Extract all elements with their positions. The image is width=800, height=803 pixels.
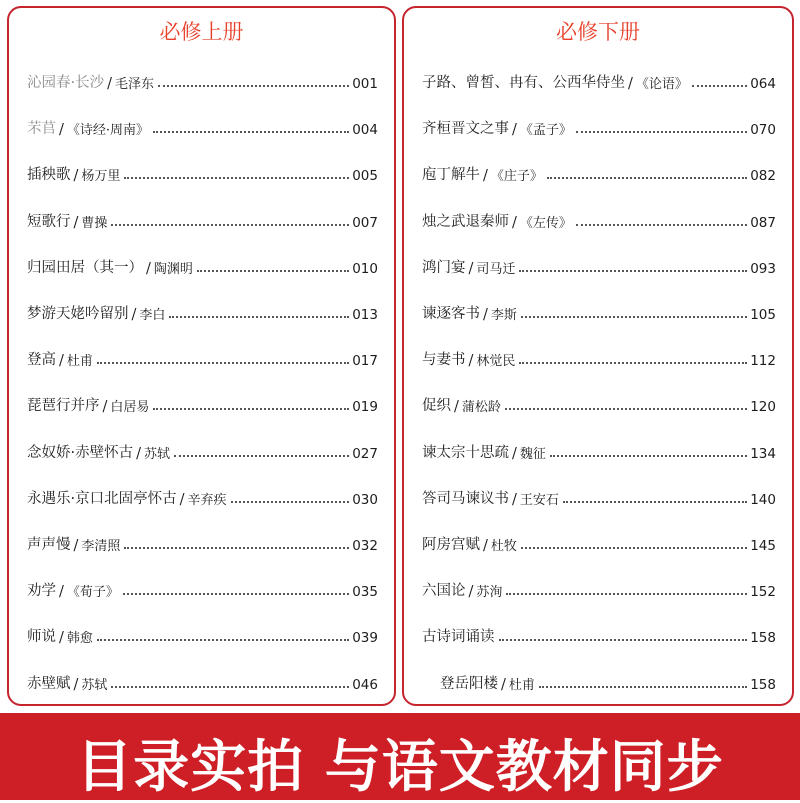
toc-entry-title: 齐桓晋文之事 (422, 121, 509, 138)
toc-entry-page: 039 (352, 630, 378, 647)
dot-leader (231, 501, 350, 503)
dot-leader (547, 177, 747, 179)
dot-leader (576, 131, 747, 133)
toc-entry-page: 004 (352, 122, 378, 139)
toc-separator: / (483, 538, 488, 554)
dot-leader (111, 224, 349, 226)
toc-separator: / (454, 399, 459, 416)
toc-entry-author: 曹操 (81, 215, 108, 231)
toc-entry-title: 师说 (27, 629, 56, 646)
toc-entry-title: 烛之武退秦师 (422, 213, 509, 230)
toc-entry-page: 112 (750, 353, 776, 370)
toc-entry-author: 苏轼 (144, 446, 171, 462)
toc-entry-title: 沁园春·长沙 (27, 75, 105, 91)
toc-entry-page: 140 (750, 491, 776, 508)
toc-separator: / (512, 491, 517, 508)
dot-leader (519, 362, 747, 364)
toc-entry-author: 司马迁 (476, 261, 516, 277)
toc-entry-title: 芣苢 (27, 121, 56, 138)
toc-entry (422, 299, 776, 323)
toc-entry-author: 林觉民 (476, 354, 516, 370)
toc-entry (27, 160, 378, 184)
toc-entry (422, 160, 776, 184)
toc-entry-author: 《庄子》 (490, 169, 543, 185)
toc-separator: / (102, 399, 108, 416)
toc-separator: / (512, 122, 517, 139)
toc-entry (27, 207, 378, 231)
toc-entry (27, 253, 378, 277)
toc-entry-author: 杜牧 (490, 539, 517, 554)
toc-separator: / (131, 307, 137, 323)
toc-entry-page: 093 (750, 260, 776, 277)
toc-entry-title: 鸿门宴 (422, 259, 466, 276)
toc-entry-title: 古诗词诵读 (422, 629, 495, 646)
dot-leader (521, 547, 747, 549)
dot-leader (197, 270, 349, 272)
toc-entry (27, 114, 378, 138)
dot-leader (153, 408, 349, 410)
toc-entry-page: 007 (352, 214, 378, 231)
right-toc-panel (402, 6, 794, 706)
toc-entry (27, 669, 378, 693)
toc-entry-title: 归园田居（其一） (27, 259, 143, 276)
toc-separator: / (468, 260, 474, 277)
toc-entry-author: 辛弃疾 (187, 492, 227, 508)
toc-entry (27, 576, 378, 600)
toc-entry (422, 114, 776, 138)
toc-entry-title: 梦游天姥吟留别 (27, 306, 129, 322)
toc-entry-page: 152 (750, 584, 776, 601)
toc-entry-page: 134 (750, 445, 776, 462)
toc-entry-title: 与妻书 (422, 352, 466, 369)
toc-entry-author: 《左传》 (519, 215, 572, 231)
toc-entry-author: 魏征 (519, 446, 546, 462)
dot-leader (124, 547, 349, 549)
toc-entry-author: 苏洵 (476, 585, 503, 601)
toc-entry-author: 韩愈 (66, 631, 93, 647)
toc-entry-title: 登岳阳楼 (440, 675, 498, 692)
toc-separator: / (483, 168, 488, 185)
toc-separator: / (483, 307, 488, 323)
toc-entry-title: 短歌行 (27, 213, 71, 230)
dot-leader (97, 639, 349, 641)
toc-separator: / (73, 538, 79, 554)
toc-entry (422, 345, 776, 369)
dot-leader (111, 686, 349, 688)
toc-entry-page: 035 (352, 584, 378, 601)
toc-entry (422, 576, 776, 600)
toc-separator: / (179, 491, 185, 508)
dot-leader (124, 177, 349, 179)
dot-leader (563, 501, 747, 503)
toc-entry-author: 《荀子》 (66, 585, 119, 601)
toc-entry-title: 庖丁解牛 (422, 167, 480, 184)
toc-entry (422, 622, 776, 646)
toc-separator: / (468, 353, 474, 370)
toc-entry-author: 毛泽东 (115, 77, 155, 92)
dot-leader (505, 408, 747, 410)
toc-entry-author: 白居易 (110, 400, 150, 416)
toc-entry (422, 207, 776, 231)
toc-separator: / (107, 76, 112, 92)
toc-entry-author: 王安石 (519, 492, 559, 508)
toc-separator: / (468, 584, 474, 601)
toc-entry-page: 145 (750, 538, 776, 554)
toc-entry-title: 答司马谏议书 (422, 490, 509, 507)
toc-entry-title: 促织 (422, 398, 451, 415)
toc-entry-page: 158 (750, 630, 776, 647)
banner-text: 目录实拍 与语文教材同步 (76, 735, 724, 800)
toc-entry-author: 李白 (139, 308, 166, 323)
toc-entry (422, 391, 776, 415)
toc-entry-title: 谏逐客书 (422, 306, 480, 322)
dot-leader (158, 85, 349, 87)
toc-separator: / (59, 584, 64, 601)
toc-entry-author: 《诗经·周南》 (66, 123, 150, 139)
dot-leader (506, 593, 747, 595)
toc-entry (27, 484, 378, 508)
toc-entry (422, 530, 776, 554)
dot-leader (692, 85, 747, 87)
toc-separator: / (628, 76, 633, 92)
dot-leader (519, 270, 747, 272)
toc-entry-title: 子路、曾皙、冉有、公西华侍坐 (422, 75, 625, 91)
toc-entry (27, 345, 378, 369)
right-panel-title: 必修下册 (556, 20, 640, 44)
toc-entry (27, 299, 378, 323)
toc-entry-page: 032 (352, 538, 378, 554)
toc-entry-page: 017 (352, 353, 378, 370)
toc-separator: / (73, 676, 79, 693)
toc-entry-page: 087 (750, 214, 776, 231)
toc-entry-page: 158 (750, 676, 776, 693)
toc-entry-title: 劝学 (27, 583, 56, 600)
toc-entry (422, 253, 776, 277)
left-toc-panel (7, 6, 396, 706)
dot-leader (169, 316, 349, 318)
toc-entry-author: 李斯 (490, 308, 517, 323)
toc-entry-title: 六国论 (422, 583, 466, 600)
toc-entry-page: 019 (352, 399, 378, 416)
toc-entry (27, 391, 378, 415)
toc-separator: / (59, 630, 64, 647)
toc-entry-page: 010 (352, 260, 378, 277)
toc-entry-title: 永遇乐·京口北固亭怀古 (27, 490, 177, 507)
toc-entry-author: 《论语》 (635, 77, 688, 92)
toc-entry-page: 046 (352, 676, 378, 693)
toc-entry (440, 669, 776, 693)
toc-entry-page: 027 (352, 445, 378, 462)
dot-leader (153, 131, 349, 133)
toc-entry (27, 622, 378, 646)
toc-entry-title: 声声慢 (27, 537, 71, 553)
toc-entry-title: 谏太宗十思疏 (422, 444, 509, 461)
toc-separator: / (73, 214, 79, 231)
toc-separator: / (512, 445, 517, 462)
toc-entry-author: 《孟子》 (519, 123, 572, 139)
dot-leader (499, 639, 748, 641)
dot-leader (123, 593, 349, 595)
toc-entry-page: 013 (352, 307, 378, 323)
dot-leader (576, 224, 747, 226)
toc-entry-page: 030 (352, 491, 378, 508)
toc-entry (27, 68, 378, 92)
dot-leader (521, 316, 747, 318)
toc-entry-author: 苏轼 (81, 677, 108, 693)
toc-entry-title: 琵琶行并序 (27, 398, 100, 415)
toc-entry-author: 杜甫 (508, 677, 535, 693)
toc-entry (422, 438, 776, 462)
toc-entry-page: 005 (352, 168, 378, 185)
toc-entry-title: 阿房宫赋 (422, 537, 480, 553)
toc-separator: / (59, 122, 64, 139)
toc-entry-author: 杜甫 (66, 354, 93, 370)
toc-entry (27, 530, 378, 554)
toc-entry-author: 杨万里 (81, 169, 121, 185)
toc-separator: / (146, 260, 151, 277)
left-panel-title: 必修上册 (159, 20, 244, 44)
toc-entry-page: 070 (750, 122, 776, 139)
toc-entry-title: 插秧歌 (27, 167, 71, 184)
dot-leader (174, 455, 349, 457)
toc-separator: / (59, 353, 64, 370)
dot-leader (539, 686, 747, 688)
toc-entry (27, 438, 378, 462)
toc-entry-author: 蒲松龄 (461, 400, 501, 416)
toc-entry (422, 68, 776, 92)
promo-banner (0, 713, 800, 800)
toc-entry (422, 484, 776, 508)
toc-entry-author: 陶渊明 (153, 261, 193, 277)
toc-entry-page: 064 (750, 76, 776, 92)
toc-entry-title: 赤壁赋 (27, 675, 71, 692)
toc-separator: / (512, 214, 517, 231)
toc-separator: / (73, 168, 79, 185)
toc-entry-title: 登高 (27, 352, 56, 369)
dot-leader (97, 362, 349, 364)
toc-entry-title: 念奴娇·赤壁怀古 (27, 444, 134, 461)
toc-entry-author: 李清照 (81, 539, 121, 554)
toc-entry-page: 001 (352, 76, 378, 92)
dot-leader (550, 455, 747, 457)
toc-entry-page: 120 (750, 399, 776, 416)
toc-separator: / (501, 676, 506, 693)
toc-entry-page: 082 (750, 168, 776, 185)
toc-entry-page: 105 (750, 307, 776, 323)
toc-separator: / (136, 445, 141, 462)
